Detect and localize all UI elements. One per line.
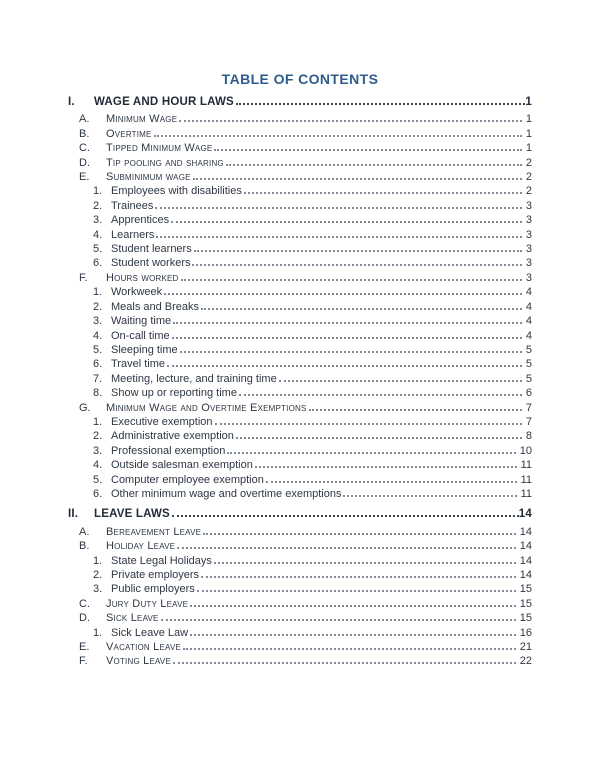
- toc-entry-text: Computer employee exemption: [111, 473, 264, 486]
- toc-entry-number: D.: [79, 156, 90, 169]
- toc-entry[interactable]: [68, 112, 532, 126]
- toc-entry-text: Workweek: [111, 286, 163, 299]
- dot-leader: [183, 648, 516, 650]
- toc-entry-number: A.: [79, 113, 90, 126]
- toc-entry-page: 3: [525, 228, 532, 241]
- toc-entry-page: 22: [519, 655, 532, 668]
- toc-entry-page: 3: [525, 199, 532, 212]
- toc-entry-text: Learners: [111, 228, 155, 241]
- toc-entry-text: Apprentices: [111, 214, 170, 227]
- dot-leader: [172, 337, 522, 339]
- toc-entry-number: 1.: [93, 286, 103, 299]
- toc-entry-number: F.: [79, 271, 88, 284]
- toc-entry-text: Show up or reporting time: [111, 387, 237, 400]
- toc-entry-page: 14: [519, 554, 532, 567]
- toc-entry-number: 6.: [93, 358, 103, 371]
- toc-entry-page: 1: [525, 127, 532, 140]
- toc-entry-number: B.: [79, 127, 90, 140]
- toc-entry-page: 21: [519, 641, 532, 654]
- toc-entry[interactable]: [68, 640, 532, 654]
- toc-entry-text: Subminimum wage: [106, 171, 191, 184]
- toc-entry-page: 1: [525, 96, 532, 108]
- dot-leader: [309, 409, 522, 411]
- toc-entry-number: E.: [79, 641, 90, 654]
- dot-leader: [214, 149, 521, 151]
- toc-entry-number: 3.: [93, 315, 103, 328]
- toc-entry-page: 10: [519, 444, 532, 457]
- toc-entry-page: 2: [525, 171, 532, 184]
- toc-entry-page: 16: [519, 626, 532, 639]
- toc-entry-text: Vacation Leave: [106, 641, 182, 654]
- dot-leader: [164, 293, 522, 295]
- toc-entry-text: Employees with disabilities: [111, 185, 242, 198]
- toc-entry-number: D.: [79, 612, 90, 625]
- toc-entry-text: Tip pooling and sharing: [106, 156, 224, 169]
- toc-entry[interactable]: [68, 242, 532, 256]
- toc-entry[interactable]: [68, 487, 532, 501]
- toc-entry-page: 1: [525, 142, 532, 155]
- toc-entry-page: 8: [525, 430, 532, 443]
- dot-leader: [177, 547, 516, 549]
- toc-entry[interactable]: [68, 539, 532, 553]
- toc-entry-number: 3.: [93, 583, 103, 596]
- toc-entry[interactable]: [68, 329, 532, 343]
- toc-entry-page: 2: [525, 156, 532, 169]
- dot-leader: [171, 221, 522, 223]
- dot-leader: [214, 562, 516, 564]
- toc-entry-page: 14: [518, 508, 532, 521]
- toc-entry[interactable]: [68, 285, 532, 299]
- toc-entry-text: WAGE AND HOUR LAWS: [94, 96, 234, 108]
- toc-entry-page: 5: [525, 372, 532, 385]
- toc-entry[interactable]: [68, 314, 532, 328]
- page-title: TABLE OF CONTENTS: [221, 71, 379, 87]
- toc-entry-number: 6.: [93, 487, 103, 500]
- toc-entry-text: Administrative exemption: [111, 430, 234, 443]
- toc-entry[interactable]: [68, 271, 532, 285]
- toc-entry-page: 15: [519, 583, 532, 596]
- toc-entry-text: Holiday Leave: [106, 540, 176, 553]
- toc-entry[interactable]: [68, 256, 532, 270]
- toc-entry[interactable]: [68, 507, 532, 521]
- toc-entry[interactable]: [68, 213, 532, 227]
- dot-leader: [173, 662, 516, 664]
- toc-entry[interactable]: [68, 597, 532, 611]
- toc-entry-page: 4: [525, 329, 532, 342]
- toc-entry-text: Sleeping time: [111, 343, 178, 356]
- dot-leader: [239, 394, 522, 396]
- toc-entry-number: C.: [79, 142, 90, 155]
- toc-entry-number: II.: [68, 508, 79, 521]
- toc-entry[interactable]: [68, 611, 532, 625]
- dot-leader: [227, 452, 515, 454]
- toc-entry-text: Voting Leave: [106, 655, 171, 668]
- toc-entry-number: 4.: [93, 228, 103, 241]
- toc-entry[interactable]: [68, 343, 532, 357]
- dot-leader: [161, 619, 516, 621]
- toc-entry[interactable]: [68, 626, 532, 640]
- toc-entry[interactable]: [68, 127, 532, 141]
- toc-entry-text: Student learners: [111, 243, 192, 256]
- toc-entry-text: Tipped Minimum Wage: [106, 142, 213, 155]
- dot-leader: [193, 178, 522, 180]
- toc-entry[interactable]: [68, 554, 532, 568]
- toc-entry-number: F.: [79, 655, 88, 668]
- toc-entry-number: 2.: [93, 430, 103, 443]
- toc-entry-number: I.: [68, 96, 75, 108]
- toc-entry[interactable]: [68, 654, 532, 668]
- toc-entry-number: G.: [79, 401, 91, 414]
- toc-entry[interactable]: [68, 184, 532, 198]
- toc-entry[interactable]: [68, 444, 532, 458]
- toc-entry-number: E.: [79, 171, 90, 184]
- toc-entry-text: Minimum Wage and Overtime Exemptions: [106, 401, 307, 414]
- toc-entry[interactable]: [68, 170, 532, 184]
- toc-entry[interactable]: [68, 156, 532, 170]
- toc-entry-text: Professional exemption: [111, 444, 226, 457]
- toc-entry-number: 3.: [93, 444, 103, 457]
- toc-entry-number: 2.: [93, 300, 103, 313]
- dot-leader: [154, 135, 522, 137]
- toc-entry-page: 3: [525, 257, 532, 270]
- toc-entry-page: 11: [520, 459, 532, 472]
- toc-entry[interactable]: [68, 386, 532, 400]
- toc-entry-number: 3.: [93, 214, 103, 227]
- toc-entry-page: 14: [519, 525, 532, 538]
- toc-entry[interactable]: [68, 199, 532, 213]
- toc-entry-text: Private employers: [111, 569, 200, 581]
- dot-leader: [179, 120, 522, 122]
- toc-entry-number: A.: [79, 525, 90, 538]
- toc-entry-number: 1.: [93, 415, 103, 428]
- dot-leader: [215, 423, 522, 425]
- toc-entry[interactable]: [68, 525, 532, 539]
- dot-leader: [197, 590, 516, 592]
- toc-entry-text: Sick Leave: [106, 612, 159, 625]
- toc-entry-number: 5.: [93, 343, 103, 356]
- toc-entry-page: 6: [525, 387, 532, 400]
- toc-entry-number: C.: [79, 597, 90, 610]
- toc-entry-text: On-call time: [111, 329, 170, 342]
- dot-leader: [236, 103, 525, 105]
- dot-leader: [156, 236, 521, 238]
- toc-entry-page: 3: [525, 214, 532, 227]
- toc-entry-text: Travel time: [111, 358, 165, 371]
- toc-entry-page: 7: [525, 401, 532, 414]
- toc-entry-page: 11: [520, 473, 532, 486]
- toc-entry-number: 1.: [93, 185, 103, 198]
- toc-entry-page: 14: [519, 569, 532, 581]
- toc-entry-number: 5.: [93, 243, 103, 256]
- toc-entry-number: B.: [79, 540, 90, 553]
- toc-entry-text: Sick Leave Law: [111, 626, 189, 639]
- toc-entry-page: 5: [525, 358, 532, 371]
- dot-leader: [190, 634, 516, 636]
- toc-entry[interactable]: [68, 401, 532, 415]
- toc-entry[interactable]: [68, 415, 532, 429]
- toc-entry-text: Outside salesman exemption: [111, 459, 253, 472]
- toc-entry-page: 4: [525, 286, 532, 299]
- toc-entry-text: Executive exemption: [111, 415, 213, 428]
- dot-leader: [190, 605, 516, 607]
- toc-entry[interactable]: [68, 473, 532, 487]
- toc-entry[interactable]: [68, 300, 532, 314]
- toc-entry-page: 15: [519, 597, 532, 610]
- toc-entry[interactable]: [68, 429, 532, 443]
- toc-entry-number: 4.: [93, 459, 103, 472]
- dot-leader: [167, 365, 522, 367]
- toc-entry-page: 11: [520, 487, 532, 500]
- dot-leader: [181, 279, 522, 281]
- toc-entry-text: Overtime: [106, 127, 152, 140]
- toc-entry[interactable]: [68, 458, 532, 472]
- toc-entry-number: 8.: [93, 387, 103, 400]
- toc-entry-page: 7: [525, 415, 532, 428]
- toc-entry[interactable]: [68, 372, 532, 386]
- toc-entry-number: 1.: [93, 554, 103, 567]
- dot-leader: [236, 437, 522, 439]
- toc-entry-number: 5.: [93, 473, 103, 486]
- toc-entry-number: 7.: [93, 372, 103, 385]
- toc-entry-text: Student workers: [111, 257, 191, 270]
- dot-leader: [155, 207, 521, 209]
- toc-entry-page: 14: [519, 540, 532, 553]
- toc-entry-page: 15: [519, 612, 532, 625]
- dot-leader: [255, 466, 517, 468]
- toc-entry-text: Meals and Breaks: [111, 300, 200, 313]
- dot-leader: [173, 322, 522, 324]
- dot-leader: [201, 576, 516, 578]
- toc-entry-text: Meeting, lecture, and training time: [111, 372, 277, 385]
- toc-entry-text: State Legal Holidays: [111, 554, 212, 567]
- toc-entry-text: Waiting time: [111, 315, 172, 328]
- toc-entry-text: LEAVE LAWS: [94, 508, 170, 521]
- toc-entry-text: Hours worked: [106, 271, 179, 284]
- toc-entry-number: 2.: [93, 199, 103, 212]
- toc-entry-text: Bereavement Leave: [106, 525, 202, 538]
- toc-entry-text: Public employers: [111, 583, 195, 596]
- toc-entry-page: 4: [525, 300, 532, 313]
- dot-leader: [194, 250, 522, 252]
- toc-entry-text: Trainees: [111, 199, 154, 212]
- toc-entry-number: 1.: [93, 626, 103, 639]
- toc-entry[interactable]: [68, 568, 532, 582]
- toc-entry-page: 5: [525, 343, 532, 356]
- dot-leader: [172, 515, 519, 517]
- toc-entry-number: 4.: [93, 329, 103, 342]
- toc-entry-page: 3: [525, 271, 532, 284]
- dot-leader: [244, 192, 522, 194]
- toc-entry-page: 1: [525, 113, 532, 126]
- toc-entry[interactable]: [68, 141, 532, 155]
- toc-entry-page: 2: [525, 185, 532, 198]
- toc-entry[interactable]: [68, 357, 532, 371]
- dot-leader: [203, 533, 516, 535]
- dot-leader: [279, 380, 522, 382]
- toc-entry[interactable]: [68, 95, 532, 109]
- toc-entry-text: Other minimum wage and overtime exemptions: [111, 487, 342, 500]
- toc-entry-text: Minimum Wage: [106, 113, 178, 126]
- toc-entry-page: 3: [525, 243, 532, 256]
- toc-entry[interactable]: [68, 582, 532, 596]
- toc-entry[interactable]: [68, 228, 532, 242]
- toc-entry-page: 4: [525, 315, 532, 328]
- toc-entry-number: 2.: [93, 569, 103, 581]
- dot-leader: [343, 495, 516, 497]
- dot-leader: [266, 481, 517, 483]
- toc-entry-text: Jury Duty Leave: [106, 597, 189, 610]
- toc-list: [68, 95, 532, 669]
- dot-leader: [226, 164, 522, 166]
- dot-leader: [201, 308, 522, 310]
- dot-leader: [192, 264, 521, 266]
- toc-entry-number: 6.: [93, 257, 103, 270]
- dot-leader: [180, 351, 522, 353]
